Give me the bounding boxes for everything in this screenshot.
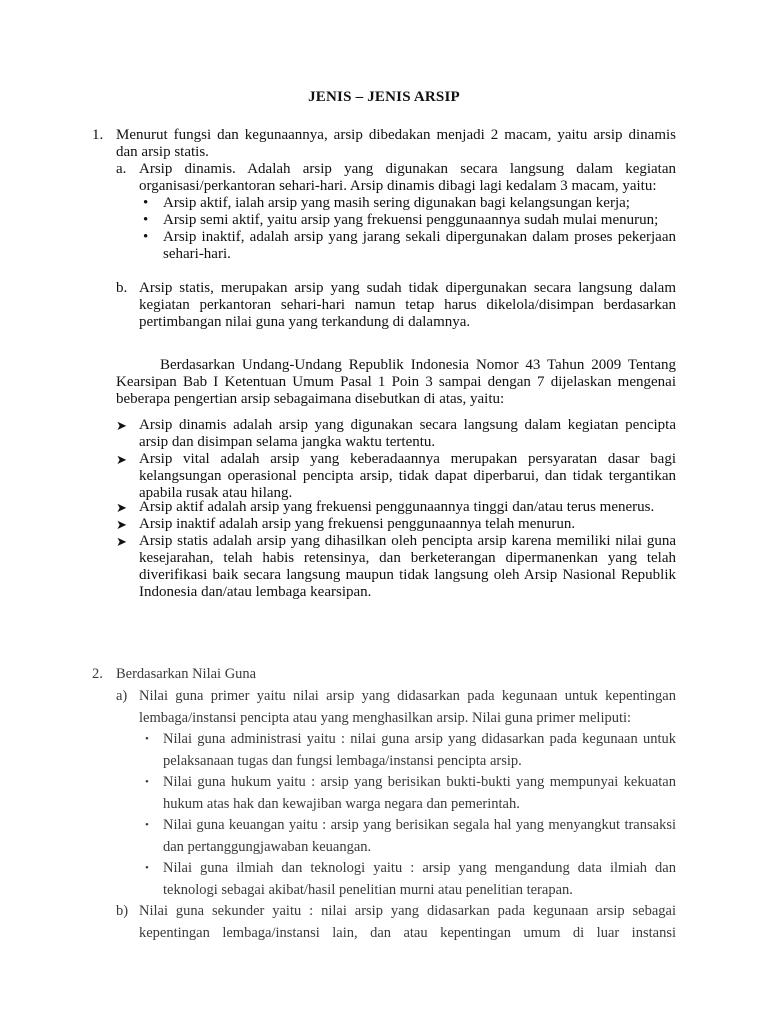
list-item-text: Arsip aktif, ialah arsip yang masih sering digunakan bagi kelangsungan kerja; (163, 195, 630, 211)
section-1a-marker: a. (116, 161, 127, 177)
bullet-icon: • (145, 819, 149, 831)
section-1-intro-text: Menurut fungsi dan kegunaannya, arsip dibedakan menjadi 2 macam, yaitu arsip dinamis dan arsip statis. (116, 127, 676, 160)
list-item-text: Nilai guna administrasi yaitu : nilai guna arsip yang didasarkan pada kegunaan untuk pelaksanaan tugas dan fungsi lembaga/instansi pencipta arsip. (163, 731, 676, 769)
list-item-text: Nilai guna keuangan yaitu : arsip yang berisikan segala hal yang menyangkut transaksi dan pertanggungjawaban keuangan. (163, 817, 676, 855)
bullet-icon: • (145, 776, 149, 788)
arrow-bullet-icon: ➤ (116, 500, 127, 515)
definition-text: Arsip dinamis adalah arsip yang digunakan secara langsung dalam kegiatan pencipta arsip dan disimpan selama jangka waktu tertentu. (139, 417, 676, 450)
section-2-heading-text: Berdasarkan Nilai Guna (116, 666, 257, 682)
law-paragraph (116, 357, 676, 408)
section-1b-marker: b. (116, 280, 128, 296)
section-2a-text (139, 686, 676, 729)
document-title: JENIS – JENIS ARSIP (308, 89, 460, 105)
list-item (163, 229, 676, 263)
definition-text: Arsip statis adalah arsip yang dihasilkan oleh pencipta arsip karena memiliki nilai guna kesejarahan, telah habis retensinya, dan berketerangan dipermanenkan yang telah diverifikasi baik secara langsung maupun tidak langsung oleh Arsip Nasional Republik Indonesia dan/atau lembaga kearsipan. (139, 533, 676, 600)
definition-item (139, 417, 676, 451)
section-2b-paragraph: Nilai guna sekunder yaitu : nilai arsip yang didasarkan pada kegunaan arsip sebagai kepentingan lembaga/instansi lain, dan atau kepentingan umum di luar instansi (139, 903, 676, 941)
list-item (163, 772, 676, 815)
list-item (163, 858, 676, 901)
list-item (163, 195, 676, 212)
bullet-icon: • (145, 862, 149, 874)
section-2a-marker: a) (116, 688, 128, 704)
list-item (163, 212, 676, 229)
definition-text: Arsip vital adalah arsip yang keberadaannya merupakan persyaratan dasar bagi kelangsungan operasional pencipta arsip, tidak dapat diperbarui, dan tidak tergantikan apabila rusak atau hilang. (139, 451, 676, 501)
definition-item (139, 499, 676, 516)
bullet-icon: • (145, 733, 149, 745)
definition-text: Arsip inaktif adalah arsip yang frekuensi penggunaannya telah menurun. (139, 516, 576, 532)
section-2-heading (116, 664, 676, 686)
arrow-bullet-icon: ➤ (116, 418, 127, 433)
definition-item (139, 451, 676, 502)
law-paragraph-text: Berdasarkan Undang-Undang Republik Indonesia Nomor 43 Tahun 2009 Tentang Kearsipan Bab I Ketentuan Umum Pasal 1 Poin 3 sampai dengan 7 dijelaskan mengenai beberapa pengertian arsip sebagaimana disebutkan di atas, yaitu: (116, 357, 676, 407)
section-2-number: 2. (92, 666, 103, 682)
bullet-icon: • (143, 195, 149, 211)
bullet-icon: • (143, 229, 149, 245)
list-item (163, 815, 676, 858)
list-item-text: Nilai guna hukum yaitu : arsip yang berisikan bukti-bukti yang mempunyai kekuatan hukum atas hak dan kewajiban warga negara dan pemerintah. (163, 774, 676, 812)
arrow-bullet-icon: ➤ (116, 534, 127, 549)
bullet-icon: • (143, 212, 149, 228)
section-2b-marker: b) (116, 903, 129, 919)
definition-item (139, 516, 676, 533)
definition-text: Arsip aktif adalah arsip yang frekuensi penggunaannya tinggi dan/atau terus menerus. (139, 499, 655, 515)
section-1a-paragraph: Arsip dinamis. Adalah arsip yang digunakan secara langsung dalam kegiatan organisasi/perkantoran sehari-hari. Arsip dinamis dibagi lagi kedalam 3 macam, yaitu: (139, 161, 676, 194)
section-1a-text (139, 161, 676, 195)
arrow-bullet-icon: ➤ (116, 517, 127, 532)
section-1b-paragraph: Arsip statis, merupakan arsip yang sudah tidak dipergunakan secara langsung dalam kegiatan perkantoran sehari-hari namun tetap harus dikelola/disimpan berdasarkan pertimbangan nilai guna yang terkandung di dalamnya. (139, 280, 676, 330)
list-item-text: Nilai guna ilmiah dan teknologi yaitu : arsip yang mengandung data ilmiah dan teknologi sebagai akibat/hasil penelitian murni atau penelitian terapan. (163, 860, 676, 898)
section-2b-text (139, 901, 676, 944)
section-1b-text (139, 280, 676, 331)
section-1-intro (116, 127, 676, 161)
list-item-text: Arsip inaktif, adalah arsip yang jarang sekali dipergunakan dalam proses pekerjaan sehari-hari. (163, 229, 676, 262)
list-item (163, 729, 676, 772)
section-2a-paragraph: Nilai guna primer yaitu nilai arsip yang didasarkan pada kegunaan untuk kepentingan lembaga/instansi pencipta atau yang menghasilkan arsip. Nilai guna primer meliputi: (139, 688, 676, 726)
list-item-text: Arsip semi aktif, yaitu arsip yang frekuensi penggunaannya sudah mulai menurun; (163, 212, 659, 228)
section-1-number: 1. (92, 127, 104, 143)
definition-item (139, 533, 676, 601)
arrow-bullet-icon: ➤ (116, 452, 127, 467)
